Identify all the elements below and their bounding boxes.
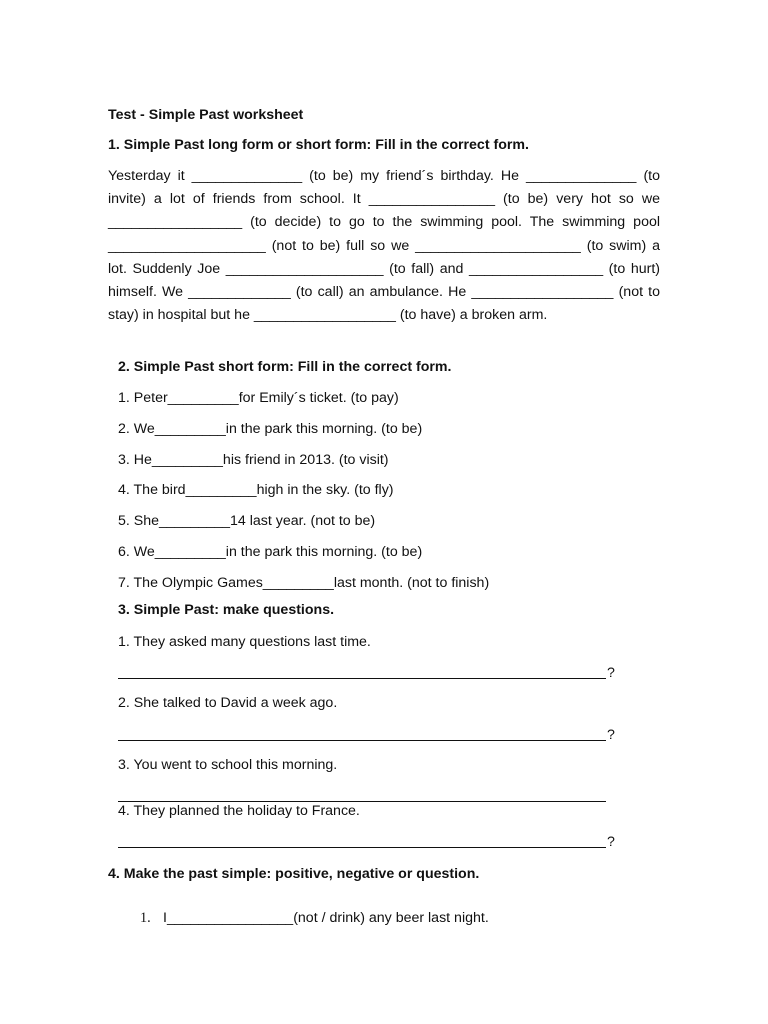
- section-2-item-4: 4. The bird_________high in the sky. (to fly): [118, 482, 394, 498]
- question-mark-4: ?: [607, 834, 615, 850]
- answer-line-3: [118, 801, 606, 802]
- section-3-item-1: 1. They asked many questions last time.: [118, 634, 371, 650]
- answer-line-2: [118, 740, 606, 741]
- section-2-item-6: 6. We_________in the park this morning. (to be): [118, 544, 423, 560]
- section-4-item-number: 1.: [140, 910, 151, 926]
- section-1-heading: 1. Simple Past long form or short form: Fill in the correct form.: [108, 137, 529, 153]
- answer-line-4: [118, 847, 606, 848]
- section-4-item-1: I________________(not / drink) any beer last night.: [163, 910, 489, 926]
- section-4-heading: 4. Make the past simple: positive, negative or question.: [108, 866, 480, 882]
- section-2-item-5: 5. She_________14 last year. (not to be): [118, 513, 376, 529]
- section-2-item-3: 3. He_________his friend in 2013. (to visit): [118, 452, 389, 468]
- section-1-paragraph: Yesterday it ______________ (to be) my friend´s birthday. He ______________ (to invite) a lot of friends from school. It ________________ (to be) very hot so we _________________ (to decide) to go to the swimming pool. The swimming pool ____________________ (not to be) full so we _____________________ (to swim) a lot. Suddenly Joe ____________________ (to fall) and _________________ (to hurt) himself. We _____________ (to call) an ambulance. He __________________ (not to stay) in hospital but he __________________ (to have) a broken arm.: [108, 168, 660, 324]
- section-2-item-7: 7. The Olympic Games_________last month. (not to finish): [118, 575, 490, 591]
- section-3-item-3: 3. You went to school this morning.: [118, 757, 338, 773]
- section-2-item-1: 1. Peter_________for Emily´s ticket. (to pay): [118, 390, 399, 406]
- page-title: Test - Simple Past worksheet: [108, 107, 304, 123]
- section-2-heading: 2. Simple Past short form: Fill in the correct form.: [118, 359, 452, 375]
- section-3-item-2: 2. She talked to David a week ago.: [118, 695, 338, 711]
- answer-line-1: [118, 678, 606, 679]
- section-2-item-2: 2. We_________in the park this morning. (to be): [118, 421, 423, 437]
- section-3-heading: 3. Simple Past: make questions.: [118, 602, 335, 618]
- question-mark-2: ?: [607, 727, 615, 743]
- question-mark-1: ?: [607, 665, 615, 681]
- section-3-item-4: 4. They planned the holiday to France.: [118, 803, 360, 819]
